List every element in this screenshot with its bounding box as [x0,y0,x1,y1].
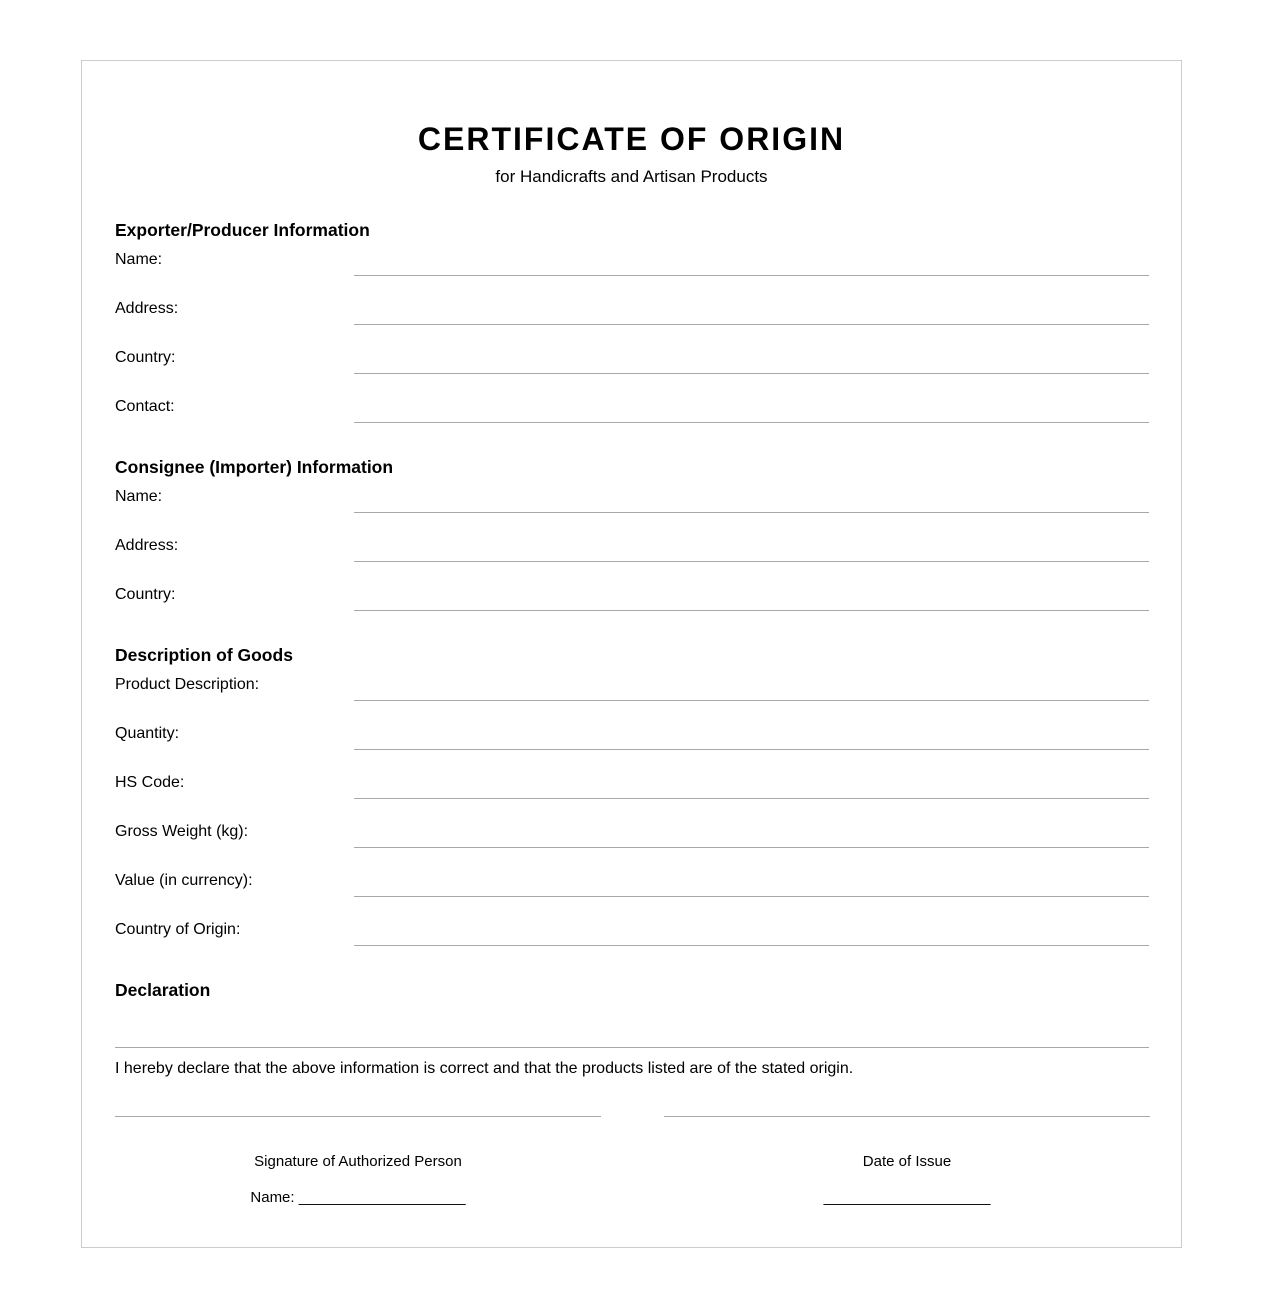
exporter-contact-label: Contact: [115,398,175,415]
date-of-issue-field[interactable] [664,1116,1150,1117]
consignee-country-field[interactable] [354,610,1149,611]
declaration-divider [115,1047,1149,1048]
document-title: CERTIFICATE OF ORIGIN [417,121,846,157]
quantity-label: Quantity: [115,725,180,742]
consignee-name-field[interactable] [354,512,1149,513]
hs-code-label: HS Code: [115,774,185,791]
signature-caption: Signature of Authorized Person [254,1153,462,1170]
gross-weight-field[interactable] [354,847,1149,848]
value-label: Value (in currency): [115,872,253,889]
section-heading-goods: Description of Goods [115,645,293,665]
date-of-issue-blank[interactable]: ____________________ [823,1189,991,1206]
country-of-origin-label: Country of Origin: [115,921,241,938]
exporter-name-field[interactable] [354,275,1149,276]
exporter-address-field[interactable] [354,324,1149,325]
exporter-address-label: Address: [115,300,179,317]
date-of-issue-caption: Date of Issue [862,1153,952,1170]
product-description-field[interactable] [354,700,1149,701]
consignee-address-field[interactable] [354,561,1149,562]
signature-field[interactable] [115,1116,601,1117]
hs-code-field[interactable] [354,798,1149,799]
exporter-country-field[interactable] [354,373,1149,374]
quantity-field[interactable] [354,749,1149,750]
certificate-sheet [81,60,1182,1248]
section-heading-exporter: Exporter/Producer Information [115,220,370,240]
authorized-person-name-field[interactable]: Name: ____________________ [250,1189,466,1206]
section-heading-declaration: Declaration [115,980,211,1000]
consignee-country-label: Country: [115,586,176,603]
country-of-origin-field[interactable] [354,945,1149,946]
exporter-name-label: Name: [115,251,163,268]
document-subtitle: for Handicrafts and Artisan Products [495,167,768,186]
value-field[interactable] [354,896,1149,897]
consignee-name-label: Name: [115,488,163,505]
consignee-address-label: Address: [115,537,179,554]
declaration-text: I hereby declare that the above information is correct and that the products listed are of the stated origin. [115,1060,854,1077]
exporter-contact-field[interactable] [354,422,1149,423]
product-description-label: Product Description: [115,676,260,693]
exporter-country-label: Country: [115,349,176,366]
section-heading-consignee: Consignee (Importer) Information [115,457,394,477]
gross-weight-label: Gross Weight (kg): [115,823,249,840]
